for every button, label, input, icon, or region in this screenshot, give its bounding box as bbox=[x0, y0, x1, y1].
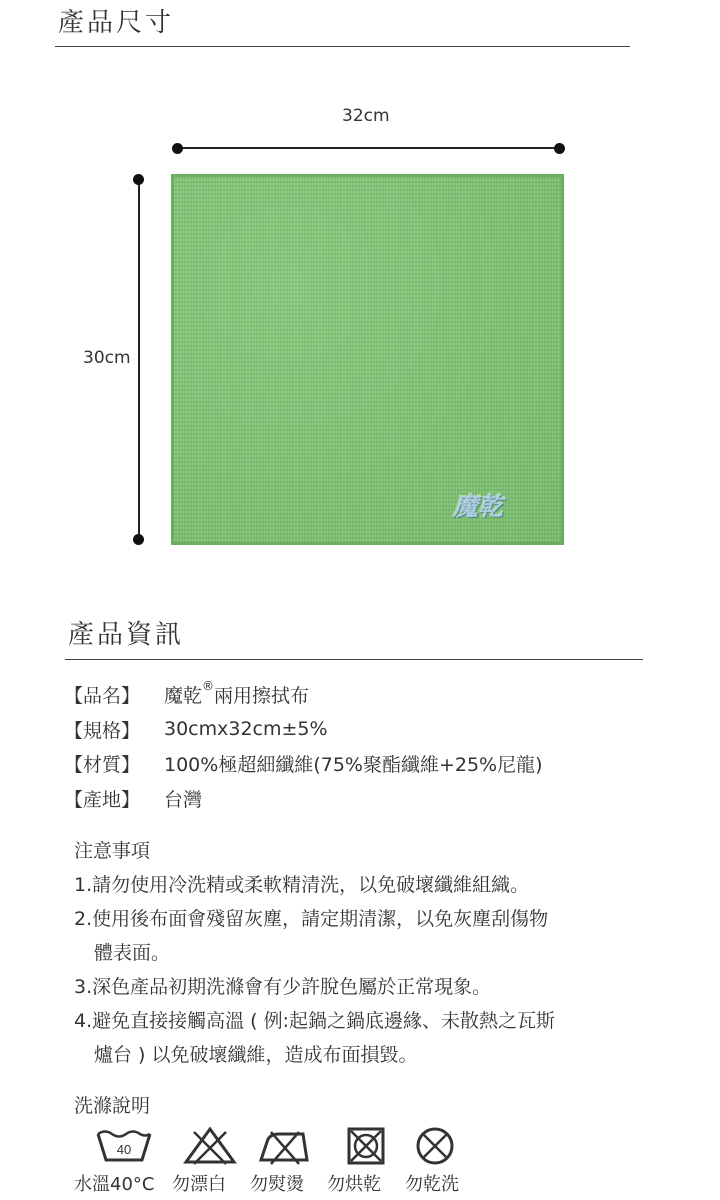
info-title-divider bbox=[65, 659, 643, 660]
no-tumble-dry-icon bbox=[337, 1126, 397, 1166]
wash-temperature-number: 40 bbox=[116, 1142, 132, 1157]
size-title-divider bbox=[55, 46, 630, 47]
height-dimension-end-dot bbox=[133, 534, 144, 545]
wash-instructions-title: 洗滌說明 bbox=[74, 1095, 151, 1117]
spec-key: 【產地】 bbox=[64, 788, 141, 811]
width-dimension-start-dot bbox=[172, 143, 183, 154]
spec-row-material bbox=[64, 747, 543, 779]
width-dimension-line bbox=[177, 147, 560, 149]
width-dimension-end-dot bbox=[554, 143, 565, 154]
product-brand: 魔乾 bbox=[164, 684, 203, 707]
height-dimension-label: 30cm bbox=[83, 348, 131, 368]
no-iron-icon bbox=[253, 1126, 313, 1166]
green-towel-image bbox=[171, 174, 564, 545]
spec-row-name bbox=[64, 678, 309, 710]
spec-value: 30cmx32cm±5% bbox=[164, 718, 328, 740]
spec-key: 【材質】 bbox=[64, 753, 141, 776]
spec-row-origin bbox=[64, 782, 202, 814]
spec-value: 台灣 bbox=[164, 788, 203, 811]
care-label-no-iron: 勿熨燙 bbox=[250, 1174, 304, 1195]
spec-key: 【規格】 bbox=[64, 719, 141, 742]
care-label-no-tumble-dry: 勿烘乾 bbox=[327, 1174, 381, 1195]
note-item-continuation: 體表面。 bbox=[94, 942, 171, 964]
care-label-no-bleach: 勿漂白 bbox=[172, 1174, 226, 1195]
brand-logo-mark: 魔乾 bbox=[453, 492, 504, 521]
info-section-title: 產品資訊 bbox=[68, 620, 185, 650]
spec-value: 100%極超細纖維(75%聚酯纖維+25%尼龍) bbox=[164, 753, 543, 776]
note-item: 2.使用後布面會殘留灰塵，請定期清潔，以免灰塵刮傷物 bbox=[74, 908, 549, 930]
size-section-title: 產品尺寸 bbox=[58, 8, 175, 38]
height-dimension-start-dot bbox=[133, 174, 144, 185]
product-name-tail: 兩用擦拭布 bbox=[214, 684, 310, 707]
wash-40-icon bbox=[94, 1126, 154, 1166]
note-item: 3.深色產品初期洗滌會有少許脫色屬於正常現象。 bbox=[74, 976, 492, 998]
notes-title: 注意事項 bbox=[74, 840, 151, 862]
note-item: 1.請勿使用冷洗精或柔軟精清洗，以免破壞纖維組織。 bbox=[74, 874, 530, 896]
spec-row-size bbox=[64, 713, 328, 745]
note-item-continuation: 爐台 ) 以免破壞纖維，造成布面損毀。 bbox=[94, 1044, 418, 1066]
note-item: 4.避免直接接觸高溫 ( 例:起鍋之鍋底邊緣、未散熱之瓦斯 bbox=[74, 1010, 556, 1032]
no-bleach-icon bbox=[180, 1126, 240, 1166]
care-label-no-dry-clean: 勿乾洗 bbox=[405, 1174, 459, 1195]
registered-mark: ® bbox=[202, 678, 215, 693]
spec-value bbox=[164, 678, 310, 708]
care-label-wash-40: 水溫40°C bbox=[74, 1174, 155, 1195]
height-dimension-line bbox=[138, 180, 140, 539]
width-dimension-label: 32cm bbox=[342, 106, 390, 126]
spec-key: 【品名】 bbox=[64, 684, 141, 707]
no-dry-clean-icon bbox=[405, 1126, 465, 1166]
